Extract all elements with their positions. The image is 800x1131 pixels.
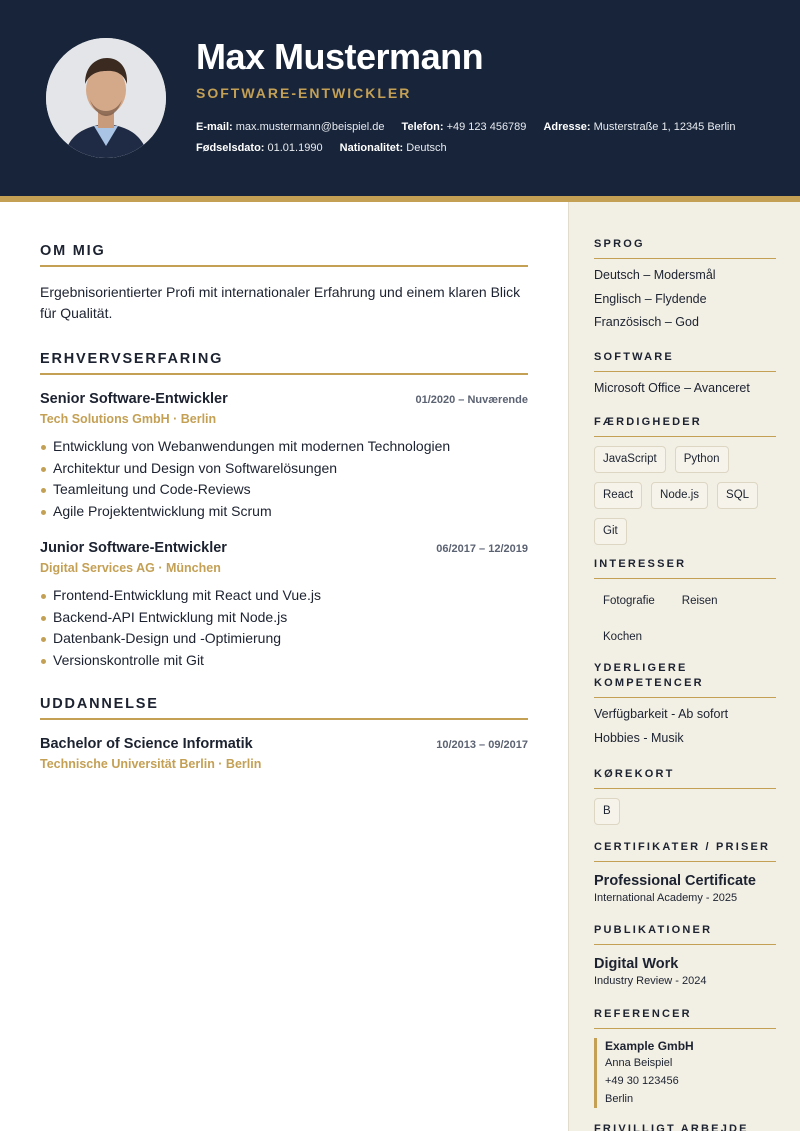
- job-entry-bullets: [40, 585, 528, 671]
- publication-title: Digital Work: [594, 956, 679, 972]
- contact-birthdate: Fødselsdato: 01.01.1990: [196, 142, 323, 154]
- education-entry-school: Technische Universität Berlin · Berlin: [40, 757, 262, 771]
- list-item: Frontend-Entwicklung mit React und Vue.js: [40, 585, 528, 607]
- education-entry: [40, 736, 528, 771]
- job-entry: [40, 540, 528, 671]
- section-heading-software: SOFTWARE: [594, 350, 776, 372]
- skill-tag: Git: [594, 518, 627, 545]
- software-section: [594, 350, 776, 401]
- skill-tag: Node.js: [651, 482, 708, 509]
- job-entry-title: Junior Software-Entwickler: [40, 540, 227, 556]
- about-text: Ergebnisorientierter Profi mit internationaler Erfahrung und einem klaren Blick für Qualität.: [40, 284, 521, 321]
- job-entry-bullets: [40, 436, 528, 522]
- section-heading-skills: FÆRDIGHEDER: [594, 415, 776, 437]
- certificate-issuer: International Academy - 2025: [594, 892, 738, 904]
- skill-tag: Python: [675, 446, 729, 473]
- list-item: Deutsch – Modersmål: [594, 268, 716, 282]
- publication-source: Industry Review - 2024: [594, 975, 707, 987]
- list-item: Microsoft Office – Avanceret: [594, 381, 750, 395]
- reference-entry: [594, 1038, 776, 1108]
- list-item: Versionskontrolle mit Git: [40, 650, 528, 672]
- license-tag: B: [594, 798, 620, 825]
- contact-row-2: [196, 141, 461, 155]
- section-heading-license: KØREKORT: [594, 767, 776, 789]
- additional-skills-section: [594, 661, 776, 750]
- job-entry-title: Senior Software-Entwickler: [40, 391, 228, 407]
- section-heading-volunteer: FRIVILLIGT ARBEJDE: [594, 1122, 776, 1131]
- profile-photo: [46, 38, 166, 158]
- list-item: Englisch – Flydende: [594, 291, 707, 306]
- contact-address: Adresse: Musterstraße 1, 12345 Berlin: [543, 121, 736, 133]
- section-heading-additional: YDERLIGERE KOMPETENCER: [594, 661, 776, 698]
- job-title: SOFTWARE-ENTWICKLER: [196, 85, 412, 101]
- skill-tags: [594, 446, 776, 545]
- candidate-name: Max Mustermann: [196, 36, 484, 77]
- license-tags: [594, 798, 776, 825]
- license-section: [594, 767, 776, 825]
- contact-email: E-mail: max.mustermann@beispiel.de: [196, 121, 385, 133]
- interest-tag: Fotografie: [603, 595, 655, 607]
- list-item: Teamleitung und Code-Reviews: [40, 479, 528, 501]
- interests-section: [594, 557, 776, 651]
- section-heading-experience: ERHVERVSERFARING: [40, 351, 528, 375]
- skill-tag: SQL: [717, 482, 758, 509]
- job-entry: [40, 391, 528, 522]
- experience-section: [40, 351, 528, 671]
- section-heading-education: UDDANNELSE: [40, 696, 528, 720]
- job-entry-date: 01/2020 – Nuværende: [415, 394, 528, 406]
- certificates-section: [594, 840, 776, 904]
- contact-phone: Telefon: +49 123 456789: [401, 121, 527, 133]
- interest-tags: [594, 588, 776, 651]
- job-entry-company: Digital Services AG · München: [40, 561, 221, 575]
- list-item: Backend-API Entwicklung mit Node.js: [40, 607, 528, 629]
- publications-section: [594, 923, 776, 987]
- skills-section: [594, 415, 776, 545]
- references-section: [594, 1007, 776, 1108]
- education-section: [40, 696, 528, 771]
- job-entry-date: 06/2017 – 12/2019: [436, 543, 528, 555]
- section-heading-references: REFERENCER: [594, 1007, 776, 1029]
- list-item: Agile Projektentwicklung mit Scrum: [40, 501, 528, 523]
- job-entry-company: Tech Solutions GmbH · Berlin: [40, 412, 217, 426]
- section-heading-certificates: CERTIFIKATER / PRISER: [594, 840, 776, 862]
- section-heading-interests: INTERESSER: [594, 557, 776, 579]
- interest-tag: Kochen: [603, 631, 643, 643]
- skill-tag: JavaScript: [594, 446, 666, 473]
- certificate-title: Professional Certificate: [594, 873, 756, 889]
- sidebar: [568, 202, 800, 1131]
- list-item: Verfügbarkeit - Ab sofort: [594, 707, 729, 721]
- volunteer-section: [594, 1122, 776, 1131]
- reference-city: Berlin: [605, 1093, 634, 1105]
- list-item: Hobbies - Musik: [594, 730, 684, 745]
- list-item: Architektur und Design von Softwarelösungen: [40, 458, 528, 480]
- reference-company: Example GmbH: [605, 1039, 694, 1053]
- list-item: Französisch – God: [594, 315, 699, 329]
- section-heading-about: OM MIG: [40, 243, 528, 267]
- skill-tag: React: [594, 482, 642, 509]
- reference-contact-name: Anna Beispiel: [605, 1057, 673, 1069]
- languages-section: [594, 237, 776, 335]
- list-item: Entwicklung von Webanwendungen mit modernen Technologien: [40, 436, 528, 458]
- contact-row-1: [196, 120, 749, 134]
- reference-phone: +49 30 123456: [605, 1075, 679, 1087]
- list-item: Datenbank-Design und -Optimierung: [40, 628, 528, 650]
- section-heading-publications: PUBLIKATIONER: [594, 923, 776, 945]
- section-heading-languages: SPROG: [594, 237, 776, 259]
- education-entry-title: Bachelor of Science Informatik: [40, 736, 253, 752]
- education-entry-date: 10/2013 – 09/2017: [436, 739, 528, 751]
- contact-nationality: Nationalitet: Deutsch: [339, 142, 447, 154]
- about-section: [40, 243, 528, 324]
- interest-tag: Reisen: [681, 595, 718, 607]
